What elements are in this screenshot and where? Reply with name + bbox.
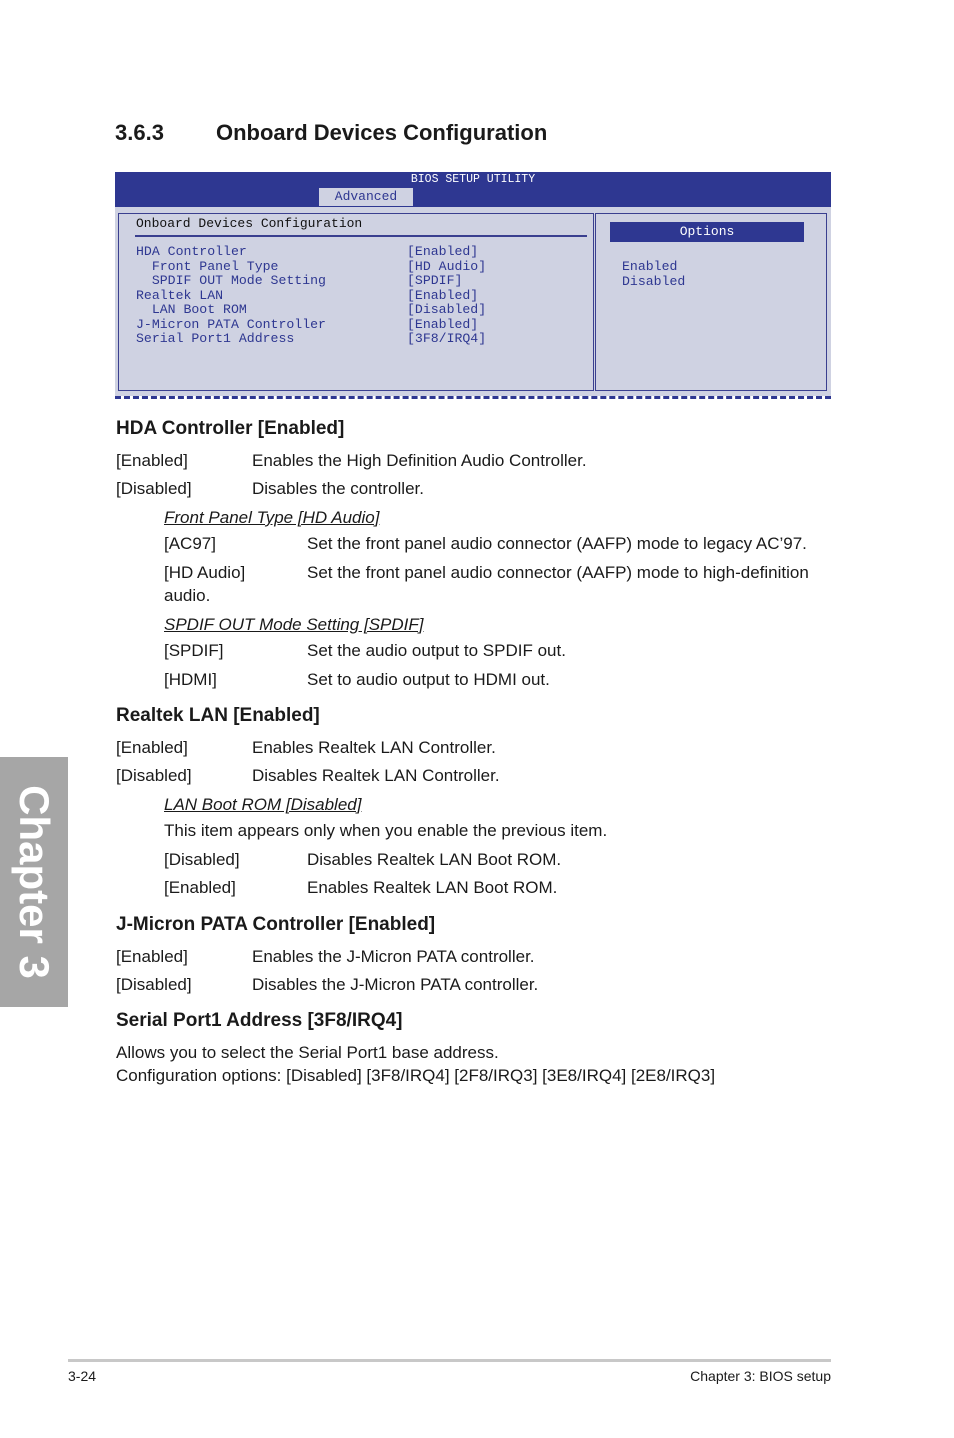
bios-item-spdif-out-mode[interactable]: SPDIF OUT Mode Setting [136, 273, 326, 288]
bios-value-spdif-out-mode[interactable]: [SPDIF] [407, 273, 463, 288]
fpt-opt-hd-audio: [HD Audio] [164, 563, 246, 582]
bios-value-jmicron-pata[interactable]: [Enabled] [407, 317, 479, 332]
lan-opt-enabled: [Enabled] [116, 738, 188, 757]
section-title: Onboard Devices Configuration [216, 120, 548, 145]
bios-dashed-divider [115, 396, 831, 399]
jmicron-heading: J-Micron PATA Controller [Enabled] [116, 914, 436, 935]
rom-opt-enabled: [Enabled] [164, 878, 236, 897]
jmicron-desc-disabled: Disables the J-Micron PATA controller. [252, 975, 539, 994]
bios-item-realtek-lan[interactable]: Realtek LAN [136, 288, 224, 303]
lan-boot-rom-note: This item appears only when you enable the previous item. [164, 821, 608, 840]
serial-desc-line1: Allows you to select the Serial Port1 base address. [116, 1043, 499, 1062]
hda-heading: HDA Controller [Enabled] [116, 418, 345, 439]
lan-desc-disabled: Disables Realtek LAN Controller. [252, 766, 500, 785]
bios-utility-title: BIOS SETUP UTILITY [410, 173, 536, 186]
bios-options-panel [595, 213, 827, 391]
lan-desc-enabled: Enables Realtek LAN Controller. [252, 738, 496, 757]
hda-opt-enabled: [Enabled] [116, 451, 188, 470]
serial-desc-line2: Configuration options: [Disabled] [3F8/IRQ4] [2F8/IRQ3] [3E8/IRQ4] [2E8/IRQ3] [116, 1066, 716, 1085]
hda-desc-disabled: Disables the controller. [252, 479, 424, 498]
spdif-desc-hdmi: Set to audio output to HDMI out. [307, 670, 550, 689]
bios-item-lan-boot-rom[interactable]: LAN Boot ROM [136, 302, 247, 317]
bios-value-front-panel-type[interactable]: [HD Audio] [407, 259, 487, 274]
spdif-heading: SPDIF OUT Mode Setting [SPDIF] [164, 615, 424, 634]
bios-item-jmicron-pata[interactable]: J-Micron PATA Controller [136, 317, 326, 332]
section-number: 3.6.3 [115, 120, 164, 145]
bios-item-hda-controller[interactable]: HDA Controller [136, 244, 247, 259]
bios-title-bar [115, 172, 831, 207]
bios-value-serial-port1[interactable]: [3F8/IRQ4] [407, 331, 487, 346]
lan-opt-disabled: [Disabled] [116, 766, 192, 785]
lan-boot-rom-heading: LAN Boot ROM [Disabled] [164, 795, 362, 814]
options-header: Options [610, 222, 804, 242]
tab-advanced[interactable]: Advanced [319, 188, 413, 206]
bios-value-hda-controller[interactable]: [Enabled] [407, 244, 479, 259]
bios-item-serial-port1[interactable]: Serial Port1 Address [136, 331, 295, 346]
bios-divider [135, 235, 587, 237]
bios-item-front-panel-type[interactable]: Front Panel Type [136, 259, 279, 274]
spdif-desc-spdif: Set the audio output to SPDIF out. [307, 641, 566, 660]
option-disabled[interactable]: Disabled [622, 274, 686, 289]
jmicron-opt-enabled: [Enabled] [116, 947, 188, 966]
spdif-opt-hdmi: [HDMI] [164, 670, 217, 689]
bios-settings-panel [118, 213, 594, 391]
page-number: 3-24 [68, 1368, 97, 1384]
fpt-desc-continued: audio. [164, 586, 211, 605]
spdif-opt-spdif: [SPDIF] [164, 641, 224, 660]
rom-desc-disabled: Disables Realtek LAN Boot ROM. [307, 850, 562, 869]
realtek-lan-heading: Realtek LAN [Enabled] [116, 705, 320, 726]
fpt-opt-ac97: [AC97] [164, 534, 216, 553]
bios-value-realtek-lan[interactable]: [Enabled] [407, 288, 479, 303]
fpt-desc-ac97: Set the front panel audio connector (AAFP) mode to legacy AC’97. [307, 534, 807, 553]
rom-desc-enabled: Enables Realtek LAN Boot ROM. [307, 878, 558, 897]
bios-body [115, 207, 831, 396]
serial-port-heading: Serial Port1 Address [3F8/IRQ4] [116, 1010, 403, 1031]
footer-chapter: Chapter 3: BIOS setup [690, 1368, 831, 1384]
bios-value-lan-boot-rom[interactable]: [Disabled] [407, 302, 487, 317]
rom-opt-disabled: [Disabled] [164, 850, 240, 869]
chapter-side-tab [0, 757, 68, 1007]
footer-rule [68, 1359, 831, 1362]
front-panel-type-heading: Front Panel Type [HD Audio] [164, 508, 380, 527]
jmicron-desc-enabled: Enables the J-Micron PATA controller. [252, 947, 535, 966]
jmicron-opt-disabled: [Disabled] [116, 975, 192, 994]
chapter-side-label: Chapter 3 [11, 785, 58, 979]
hda-opt-disabled: [Disabled] [116, 479, 192, 498]
fpt-desc-hd-audio: Set the front panel audio connector (AAFP) mode to high-definition [307, 563, 809, 582]
bios-panel-title: Onboard Devices Configuration [136, 216, 363, 231]
option-enabled[interactable]: Enabled [622, 259, 678, 274]
hda-desc-enabled: Enables the High Definition Audio Controller. [252, 451, 587, 470]
